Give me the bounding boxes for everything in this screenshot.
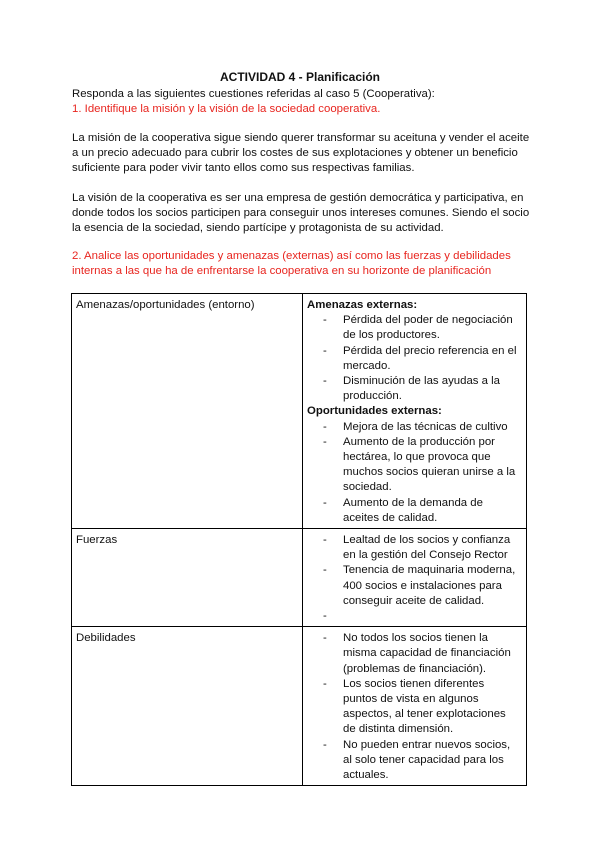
dash-bullet: - — [323, 420, 327, 433]
opportunities-list — [307, 420, 523, 526]
dash-bullet: - — [323, 677, 327, 690]
list-item: - Disminución de las ayudas a la producción. — [323, 375, 501, 403]
row-label: Amenazas/oportunidades (entorno) — [72, 294, 303, 529]
list-item: - Mejora de las técnicas de cultivo — [307, 420, 523, 435]
list-item: - Tenencia de maquinaria moderna, 400 socios e instalaciones para conseguir aceite de calidad. — [323, 564, 516, 607]
mission-paragraph: La misión de la cooperativa sigue siendo querer transformar su aceituna y vender el aceite a un precio adecuado para cubrir los costes de sus explotaciones y obtener un beneficio suficiente para poder vivir tanto ellos como sus respectivas familias. — [72, 132, 530, 175]
page-title: ACTIVIDAD 4 - Planificación — [219, 70, 381, 84]
row-content — [303, 294, 527, 529]
row-label: Fuerzas — [72, 529, 303, 627]
dash-bullet: - — [323, 435, 327, 448]
threats-heading: Amenazas externas: — [307, 299, 418, 311]
table-row-threats-opportunities — [72, 294, 527, 529]
dash-bullet: - — [323, 564, 327, 577]
list-item: - No pueden entrar nuevos socios, al solo tener capacidad para los actuales. — [323, 738, 511, 782]
opportunities-heading: Oportunidades externas: — [307, 405, 442, 418]
dash-bullet: - — [323, 344, 327, 357]
strengths-list — [307, 533, 523, 624]
list-item: - Pérdida del poder de negociación de los productores. — [323, 314, 513, 342]
row-label: Debilidades — [72, 627, 303, 786]
swot-table — [71, 293, 527, 786]
table-row-weaknesses — [72, 627, 527, 786]
dash-bullet: - — [323, 375, 327, 388]
intro-text: Responda a las siguientes cuestiones referidas al caso 5 (Cooperativa): — [72, 88, 435, 100]
dash-bullet: - — [323, 632, 327, 645]
row-content — [303, 627, 527, 786]
table-row-strengths — [72, 529, 527, 627]
dash-bullet: - — [323, 738, 327, 751]
list-item: - Pérdida del precio referencia en el mercado. — [323, 344, 517, 372]
intro-block — [72, 87, 532, 117]
dash-bullet: - — [323, 534, 327, 547]
threats-list — [307, 313, 523, 404]
dash-bullet: - — [323, 610, 327, 623]
list-item — [307, 609, 523, 624]
list-item: - Aumento de la producción por hectárea, lo que provoca que muchos socios quieran unirse a la sociedad. — [323, 435, 516, 494]
vision-paragraph: La visión de la cooperativa es ser una empresa de gestión democrática y participativa, en donde todos los socios participen para conseguir unos intereses comunes. Siendo el socio la esencia de la sociedad, siendo partícipe y protagonista de su actividad. — [72, 192, 530, 235]
weaknesses-list — [307, 631, 523, 783]
question-2: 2. Analice las oportunidades y amenazas (externas) así como las fuerzas y debilidades internas a las que ha de enfrentarse la cooperativa en su horizonte de planificación — [72, 250, 511, 278]
list-item: - Lealtad de los socios y confianza en la gestión del Consejo Rector — [323, 534, 511, 562]
row-content — [303, 529, 527, 627]
question-1: 1. Identifique la misión y la visión de la sociedad cooperativa. — [72, 103, 381, 116]
dash-bullet: - — [323, 314, 327, 327]
dash-bullet: - — [323, 496, 327, 509]
list-item: - Aumento de la demanda de aceites de calidad. — [323, 496, 483, 524]
list-item: - Los socios tienen diferentes puntos de vista en algunos aspectos, al tener explotaciones de distinta dimensión. — [323, 677, 506, 736]
list-item: - No todos los socios tienen la misma capacidad de financiación (problemas de financiación). — [323, 632, 511, 675]
